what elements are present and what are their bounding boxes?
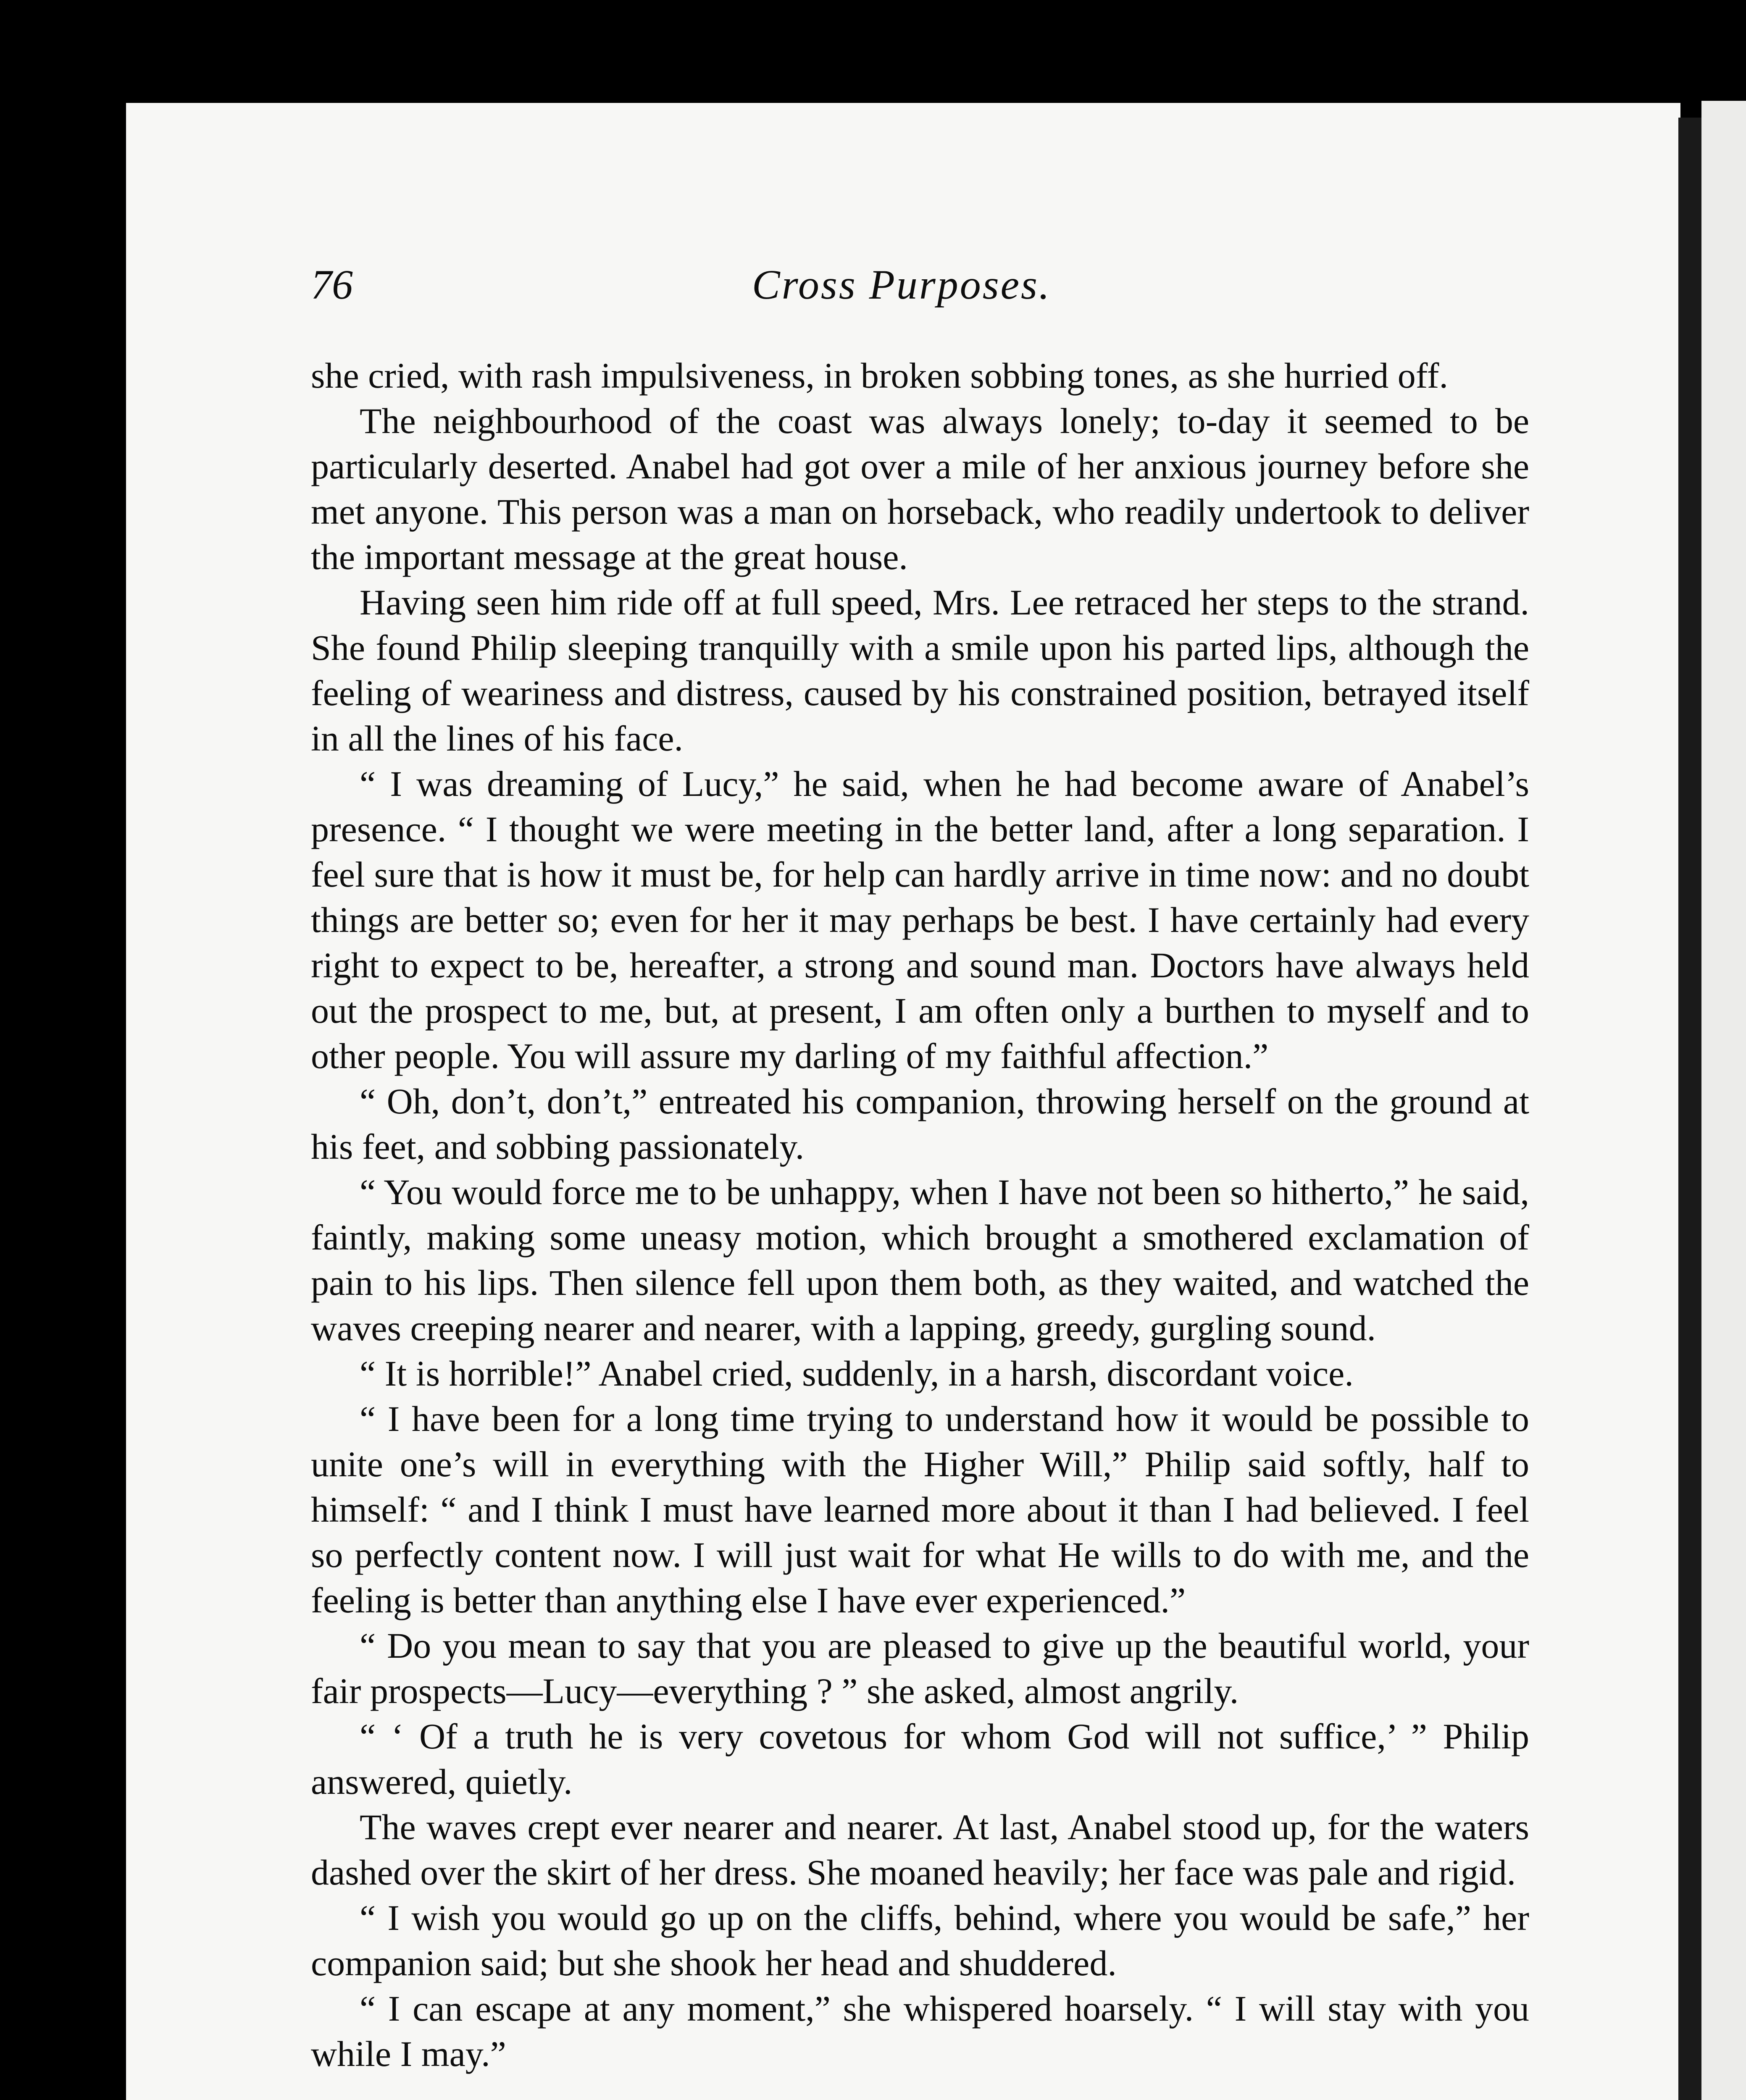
paragraph: Having seen him ride off at full speed, Mrs. Lee retraced her steps to the strand. She found Philip sleeping tranquilly with a smile upon his parted lips, although the feeling of weariness and distress, caused by his constrained position, betrayed itself in all the lines of his face.: [311, 582, 1529, 759]
paragraph: “ I have been for a long time trying to understand how it would be possible to unite one’s will in everything with the Higher Will,” Philip said softly, half to himself: “ and I think I must have learned more about it than I had believed. I feel so perfectly content now. I will just wait for what He wills to do with me, and the feeling is better than anything else I have ever experienced.”: [311, 1399, 1529, 1620]
running-title: Cross Purposes.: [752, 261, 1051, 308]
paragraph: “ It is horrible!” Anabel cried, suddenly, in a harsh, discordant voice.: [360, 1353, 1354, 1394]
paragraph: “ Oh, don’t, don’t,” entreated his companion, throwing herself on the ground at his feet, and sobbing passionately.: [311, 1081, 1529, 1167]
paragraph: “ ‘ Of a truth he is very covetous for whom God will not suffice,’ ” Philip answered, quietly.: [311, 1716, 1529, 1802]
paragraph: she cried, with rash impulsiveness, in broken sobbing tones, as she hurried off.: [311, 355, 1448, 396]
paragraph: The neighbourhood of the coast was always lonely; to-day it seemed to be particularly deserted. Anabel had got over a mile of her anxious journey before she met anyone. This person was a man on horseback, who readily undertook to deliver the important message at the great house.: [311, 401, 1529, 577]
body-text: [311, 353, 1529, 2076]
paragraph: “ I wish you would go up on the cliffs, behind, where you would be safe,” her companion said; but she shook her head and shuddered.: [311, 1898, 1529, 1983]
page-gutter-shadow: [1678, 118, 1701, 2100]
paragraph: “ I was dreaming of Lucy,” he said, when he had become aware of Anabel’s presence. “ I thought we were meeting in the better land, after a long separation. I feel sure that is how it must be, for help can hardly arrive in time now: and no doubt things are better so; even for her it may perhaps be best. I have certainly had every right to expect to be, hereafter, a strong and sound man. Doctors have always held out the prospect to me, but, at present, I am often only a burthen to myself and to other people. You will assure my darling of my faithful affection.”: [311, 764, 1529, 1076]
paragraph: The waves crept ever nearer and nearer. At last, Anabel stood up, for the waters dashed over the skirt of her dress. She moaned heavily; her face was pale and rigid.: [311, 1807, 1529, 1893]
page-number: 76: [311, 261, 353, 308]
running-head: [311, 260, 1529, 323]
adjacent-page-edge: [1701, 101, 1746, 2100]
paragraph: “ Do you mean to say that you are pleased to give up the beautiful world, your fair prospects—Lucy—everything ? ” she asked, almost angrily.: [311, 1625, 1529, 1711]
paragraph: “ You would force me to be unhappy, when I have not been so hitherto,” he said, faintly, making some uneasy motion, which brought a smothered exclamation of pain to his lips. Then silence fell upon them both, as they waited, and watched the waves creeping nearer and nearer, with a lapping, greedy, gurgling sound.: [311, 1172, 1529, 1348]
paragraph: “ I can escape at any moment,” she whispered hoarsely. “ I will stay with you while I may.”: [311, 1988, 1529, 2074]
